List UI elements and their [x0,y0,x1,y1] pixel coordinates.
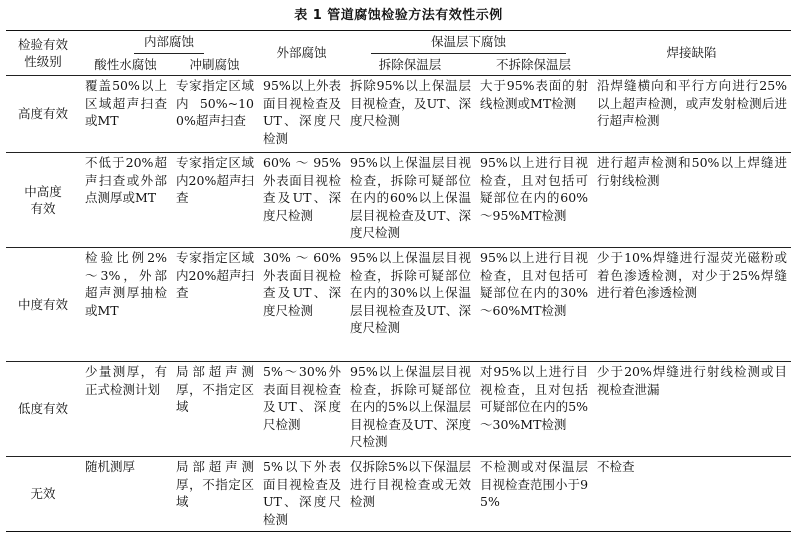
table-row [6,362,791,457]
cell-level: 低度有效 [6,362,80,457]
cell-acid: 少量测厚，有正式检测计划 [80,362,171,457]
cell-no-remove: 95%以上进行目视检查，且对包括可疑部位在内的60%～95%MT检测 [475,153,592,248]
header-cui [345,31,592,54]
cell-remove: 仅拆除5%以下保温层进行目视检查或无效检测 [345,457,475,532]
header-scour: 冲刷腐蚀 [189,56,240,72]
cell-external: 95%以上外表面目视检查及UT、深度尺检测 [258,76,345,153]
table-row [6,457,791,532]
header-weld: 焊接缺陷 [592,31,791,76]
table-row [6,248,791,362]
cell-level: 高度有效 [6,76,80,153]
cell-remove: 95%以上保温层目视检查，拆除可疑部位在内的30%以上保温层目视检查及UT、深度尺检测 [345,248,475,362]
cell-acid: 随机测厚 [80,457,171,532]
cell-scour: 专家指定区域内50%~100%超声扫查 [171,76,258,153]
corrosion-inspection-table [6,30,791,532]
cell-weld: 沿焊缝横向和平行方向进行25%以上超声检测，或声发射检测后进行超声检测 [592,76,791,153]
cell-scour: 专家指定区域内20%超声扫查 [171,153,258,248]
cell-acid: 不低于20%超声扫查或外部点测厚或MT [80,153,171,248]
header-remove: 拆除保温层 [378,56,442,72]
cell-level: 无效 [6,457,80,532]
cell-no-remove: 95%以上进行目视检查，且对包括可疑部位在内的30%～60%MT检测 [475,248,592,362]
header-internal [80,31,258,54]
cell-external: 60%～95%外表面目视检查及UT、深度尺检测 [258,153,345,248]
cell-level: 中高度有效 [6,153,80,248]
cell-external: 5%以下外表面目视检查及UT、深度尺检测 [258,457,345,532]
header-level: 检验有效性级别 [6,31,80,76]
table-row [6,153,791,248]
header-cui-label: 保温层下腐蚀 [371,33,566,54]
cell-scour: 局部超声测厚，不指定区域 [171,457,258,532]
cell-no-remove: 不检测或对保温层目视检查范围小于95% [475,457,592,532]
cell-no-remove: 对95%以上进行目视检查，且对包括可疑部位在内的5%～30%MT检测 [475,362,592,457]
cell-weld: 不检查 [592,457,791,532]
table-row [6,76,791,153]
header-internal-label: 内部腐蚀 [134,33,204,54]
cell-weld: 少于20%焊缝进行射线检测或目视检查泄漏 [592,362,791,457]
cell-no-remove: 大于95%表面的射线检测或MT检测 [475,76,592,153]
cell-weld: 进行超声检测和50%以上焊缝进行射线检测 [592,153,791,248]
cell-scour: 专家指定区域内20%超声扫查 [171,248,258,362]
cell-acid: 覆盖50%以上区域超声扫查或MT [80,76,171,153]
header-acid: 酸性水腐蚀 [94,56,157,72]
table-caption: 表 1 管道腐蚀检验方法有效性示例 [294,8,503,23]
cell-remove: 95%以上保温层目视检查，拆除可疑部位在内的60%以上保温层目视检查及UT、深度尺检测 [345,153,475,248]
header-no-remove: 不拆除保温层 [496,56,572,72]
cell-level: 中度有效 [6,248,80,362]
cell-acid: 检验比例2%～3%，外部超声测厚抽检或MT [80,248,171,362]
cell-external: 5%～30%外表面目视检查及UT、深度尺检测 [258,362,345,457]
cell-scour: 局部超声测厚，不指定区域 [171,362,258,457]
header-row-1 [6,31,791,54]
cell-remove: 95%以上保温层目视检查，拆除可疑部位在内的5%以上保温层目视检查及UT、深度尺检测 [345,362,475,457]
header-external: 外部腐蚀 [258,31,345,76]
cell-remove: 拆除95%以上保温层目视检查，及UT、深度尺检测 [345,76,475,153]
cell-weld: 少于10%焊缝进行湿荧光磁粉或着色渗透检测，对少于25%焊缝进行着色渗透检测 [592,248,791,362]
cell-external: 30%～60%外表面目视检查及UT、深度尺检测 [258,248,345,362]
